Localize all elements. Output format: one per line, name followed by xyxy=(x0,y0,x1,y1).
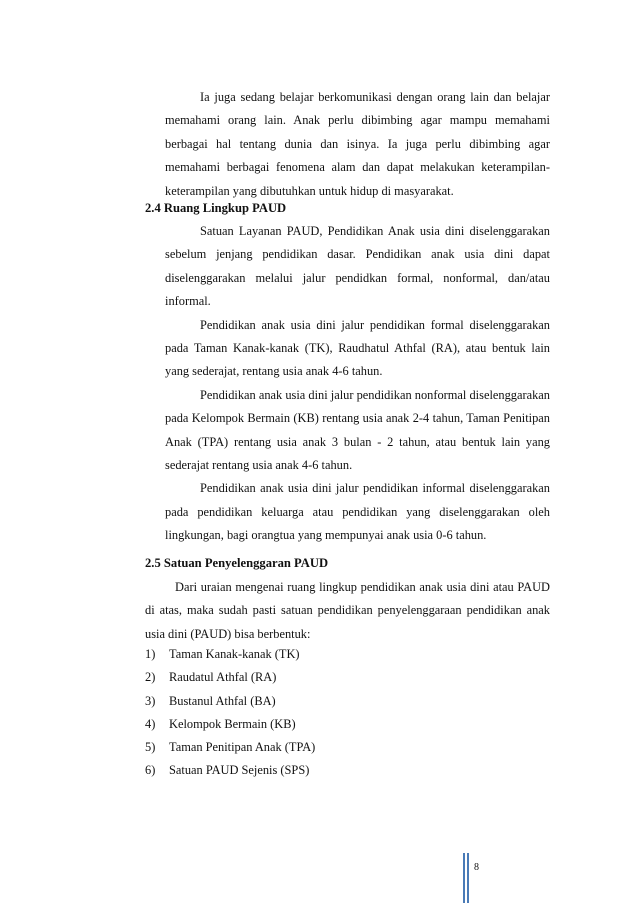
section-2-5-heading: 2.5 Satuan Penyelenggaran PAUD xyxy=(145,556,329,570)
section-2-4-paragraph-1: Satuan Layanan PAUD, Pendidikan Anak usia dini diselenggarakan sebelum jenjang pendidikan dasar. Pendidikan anak usia dini dapat diselenggarakan melalui jalur pendidkan formal, nonformal, dan/atau informal. xyxy=(165,224,550,309)
section-2-4-paragraph-2: Pendidikan anak usia dini jalur pendidikan formal diselenggarakan pada Taman Kanak-kanak (TK), Raudhatul Athfal (RA), atau bentuk lain yang sederajat, rentang usia anak 4-6 tahun. xyxy=(165,317,550,379)
list-item-number: 3) xyxy=(145,693,156,708)
list-item-number: 4) xyxy=(145,716,156,731)
section-2-4-body xyxy=(165,220,550,548)
list-item xyxy=(145,643,550,666)
paud-unit-list xyxy=(145,643,550,783)
list-item-text: Taman Kanak-kanak (TK) xyxy=(169,647,300,661)
list-item-text: Satuan PAUD Sejenis (SPS) xyxy=(169,763,310,778)
list-item-number: 6) xyxy=(145,763,156,778)
list-item-number: 5) xyxy=(145,740,156,755)
list-item xyxy=(145,713,550,736)
list-item xyxy=(145,666,550,689)
intro-paragraph-block xyxy=(165,86,550,203)
list-item-text: Bustanul Athfal (BA) xyxy=(169,693,276,708)
page-number-accent-rule xyxy=(463,853,465,903)
page-number: 8 xyxy=(474,862,479,873)
intro-paragraph: Ia juga sedang belajar berkomunikasi dengan orang lain dan belajar memahami orang lain. Anak perlu dibimbing agar mampu memahami berbagai hal tentang dunia dan isinya. Ia juga perlu dibimbing agar memahami berbagai fenomena alam dan dapat melakukan keterampilan-keterampilan yang dibutuhkan untuk hidup di masyarakat. xyxy=(165,90,550,198)
list-item-text: Taman Penitipan Anak (TPA) xyxy=(169,740,316,755)
list-item-number: 1) xyxy=(145,647,156,661)
section-2-5-paragraph: Dari uraian mengenai ruang lingkup pendidikan anak usia dini atau PAUD di atas, maka sudah pasti satuan pendidikan penyelenggaraan pendidikan anak usia dini (PAUD) bisa berbentuk: xyxy=(145,580,550,641)
list-item-text: Raudatul Athfal (RA) xyxy=(169,670,277,685)
section-2-5-body xyxy=(145,576,550,646)
section-2-4-paragraph-4: Pendidikan anak usia dini jalur pendidikan informal diselenggarakan pada pendidikan keluarga atau pendidikan yang diselenggarakan oleh lingkungan, bagi orangtua yang mempunyai anak usia 0-6 tahun. xyxy=(165,481,550,543)
page-number-accent-rule-inner xyxy=(467,853,469,903)
section-2-4-heading: 2.4 Ruang Lingkup PAUD xyxy=(145,201,287,215)
list-item-text: Kelompok Bermain (KB) xyxy=(169,716,296,731)
list-item-number: 2) xyxy=(145,670,156,685)
list-item xyxy=(145,736,550,759)
list-item xyxy=(145,759,550,782)
section-2-4-paragraph-3: Pendidikan anak usia dini jalur pendidikan nonformal diselenggarakan pada Kelompok Bermain (KB) rentang usia anak 2-4 tahun, Taman Penitipan Anak (TPA) rentang usia anak 3 bulan - 2 tahun, atau bentuk lain yang sederajat rentang usia anak 4-6 tahun. xyxy=(165,387,550,473)
list-item xyxy=(145,690,550,713)
